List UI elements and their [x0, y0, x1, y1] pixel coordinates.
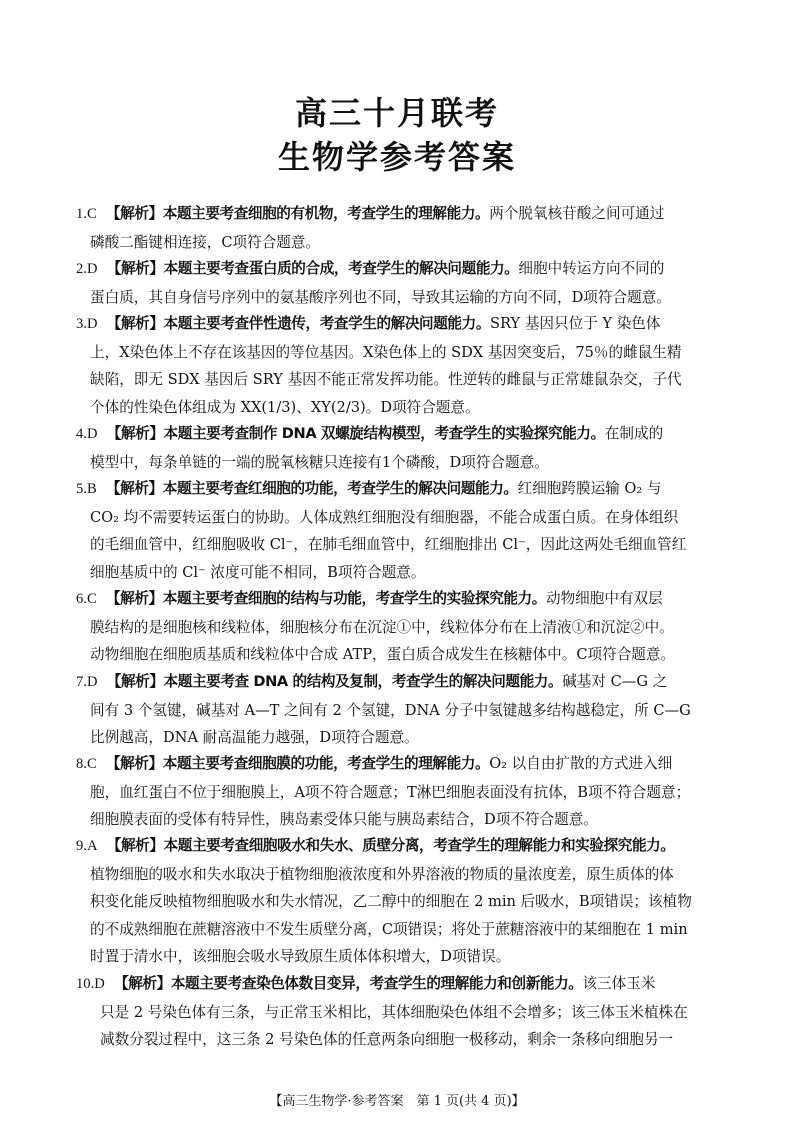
- analysis-text: 在制成的: [604, 425, 664, 442]
- analysis-heading: 【解析】本题主要考查伴性遗传，考查学生的解决问题能力。: [106, 315, 491, 332]
- analysis-text-line: 植物细胞的吸水和失水取决于植物细胞液浓度和外界溶液的物质的量浓度差，原生质体的体: [90, 865, 674, 883]
- analysis-text-line: 个体的性染色体组成为 XX(1/3)、XY(2/3)。D项符合题意。: [90, 398, 480, 416]
- analysis-text: O₂ 以自由扩散的方式进入细: [489, 755, 673, 772]
- analysis-text-line: 减数分裂过程中，这三条 2 号染色体的任意两条向细胞一极移动，剩余一条移向细胞另一: [100, 1031, 674, 1048]
- question-number: 9.: [76, 838, 87, 854]
- question-number: 7.: [76, 674, 87, 690]
- answer-first-line: [76, 310, 720, 339]
- answer-first-line: [76, 200, 720, 229]
- analysis-text-line: 动物细胞在细胞质基质和线粒体中合成 ATP，蛋白质合成发生在核糖体中。C项符合题意。: [90, 646, 676, 663]
- analysis-heading: 【解析】本题主要考查细胞吸水和失水、质壁分离，考查学生的理解能力和实验探究能力。: [106, 837, 675, 854]
- analysis-text-line: 细胞基质中的 Cl⁻ 浓度可能不相同，B项符合题意。: [90, 563, 426, 581]
- analysis-text: 该三体玉米: [582, 975, 656, 992]
- analysis-heading: 【解析】本题主要考查 DNA 的结构及复制，考查学生的解决问题能力。: [106, 673, 563, 690]
- answer-letter: D: [94, 976, 105, 992]
- analysis-text-line: 时置于清水中，该细胞会吸水导致原生质体体积增大，D项错误。: [90, 948, 511, 965]
- answer-first-line: [76, 668, 720, 697]
- question-number: 4.: [76, 426, 87, 442]
- question-number: 2.: [76, 261, 87, 277]
- answer-first-line: [76, 475, 720, 504]
- analysis-text: 动物细胞中有双层: [545, 590, 663, 607]
- question-number: 10.: [76, 976, 95, 992]
- analysis-heading: 【解析】本题主要考查红细胞的功能，考查学生的解决问题能力。: [105, 480, 518, 497]
- answer-item: [76, 200, 720, 256]
- analysis-text-line: 比例越高，DNA 耐高温能力越强，D项符合题意。: [90, 729, 419, 746]
- analysis-text-line: 蛋白质，其自身信号序列中的氨基酸序列也不同，导致其运输的方向不同，D项符合题意。: [90, 288, 671, 306]
- answer-letter: D: [86, 316, 98, 332]
- answer-item: [76, 750, 720, 834]
- answer-letter: B: [86, 481, 97, 497]
- answer-item: [76, 310, 720, 421]
- analysis-text-line: 磷酸二酯键相连接，C项符合题意。: [90, 233, 321, 251]
- answer-first-line: [76, 255, 720, 284]
- answer-first-line: [76, 420, 720, 449]
- answer-item: [76, 585, 720, 669]
- answer-letter: D: [86, 261, 98, 277]
- answer-letter: D: [86, 426, 98, 442]
- answer-first-line: [76, 585, 720, 614]
- answer-letter: D: [86, 674, 98, 690]
- analysis-text-line: 膜结构的是细胞核和线粒体，细胞核分布在沉淀①中，线粒体分布在上清液①和沉淀②中。: [90, 618, 674, 636]
- analysis-text: SRY 基因只位于 Y 染色体: [490, 315, 661, 332]
- analysis-text: 红细胞跨膜运输 O₂ 与: [517, 480, 662, 497]
- question-number: 8.: [76, 756, 87, 772]
- answer-item: [76, 668, 720, 752]
- analysis-text-line: 缺陷，即无 SDX 基因后 SRY 基因不能正常发挥功能。性逆转的雌鼠与正常雄鼠杂交，子代: [90, 371, 682, 388]
- answer-item: [76, 832, 720, 971]
- analysis-heading: 【解析】本题主要考查细胞的有机物，考查学生的理解能力。: [105, 205, 490, 222]
- analysis-text: 两个脱氧核苷酸之间可通过: [489, 205, 665, 222]
- analysis-text-line: 细胞膜表面的受体有特异性，胰岛素受体只能与胰岛素结合，D项不符合题意。: [90, 811, 598, 828]
- answer-item: [76, 970, 720, 1054]
- question-number: 6.: [76, 591, 87, 607]
- answer-letter: C: [86, 591, 97, 607]
- analysis-heading: 【解析】本题主要考查蛋白质的合成，考查学生的解决问题能力。: [106, 260, 519, 277]
- document-title-line1: 高三十月联考: [294, 94, 499, 132]
- analysis-heading: 【解析】本题主要考查制作 DNA 双螺旋结构模型，考查学生的实验探究能力。: [106, 425, 605, 442]
- analysis-text-line: 的不成熟细胞在蔗糖溶液中不发生质壁分离，C项错误；将处于蔗糖溶液中的某细胞在 1 min: [90, 920, 688, 938]
- answer-letter: C: [86, 756, 97, 772]
- question-number: 3.: [76, 316, 87, 332]
- analysis-text-line: 上，X染色体上不存在该基因的等位基因。X染色体上的 SDX 基因突变后，75％的雌鼠生精: [90, 343, 682, 361]
- answer-item: [76, 475, 720, 586]
- analysis-text: 细胞中转运方向不同的: [518, 260, 665, 277]
- analysis-text-line: 的毛细血管中，红细胞吸收 Cl⁻，在肺毛细血管中，红细胞排出 Cl⁻，因此这两处毛细血管红: [90, 536, 687, 553]
- document-title-line2: 生物学参考答案: [277, 138, 516, 176]
- answer-first-line: [76, 750, 720, 779]
- analysis-text: 碱基对 C—G 之: [562, 673, 668, 690]
- analysis-text-line: 积变化能反映植物细胞吸水和失水情况，乙二醇中的细胞在 2 min 后吸水，B项错误；该植物: [90, 893, 692, 910]
- analysis-heading: 【解析】本题主要考查细胞膜的功能，考查学生的理解能力。: [105, 755, 490, 772]
- analysis-heading: 【解析】本题主要考查细胞的结构与功能，考查学生的实验探究能力。: [105, 590, 546, 607]
- question-number: 5.: [76, 481, 87, 497]
- answer-first-line: [76, 970, 720, 999]
- answer-letter: C: [86, 206, 97, 222]
- analysis-text-line: 模型中，每条单链的一端的脱氧核糖只连接有1个磷酸，D项符合题意。: [90, 453, 549, 471]
- answer-item: [76, 420, 720, 476]
- analysis-text-line: 胞，血红蛋白不位于细胞膜上，A项不符合题意；T淋巴细胞表面没有抗体，B项不符合题意；: [90, 783, 691, 801]
- answer-letter: A: [86, 838, 98, 854]
- analysis-text-line: 间有 3 个氢键，碱基对 A—T 之间有 2 个氢键，DNA 分子中氢键越多结构越稳定，所 C—G: [90, 701, 691, 719]
- page-footer: 【高三生物学·参考答案 第 1 页(共 4 页)】: [269, 1094, 525, 1109]
- analysis-text-line: CO₂ 均不需要转运蛋白的协助。人体成熟红细胞没有细胞器，不能合成蛋白质。在身体组织: [90, 508, 679, 526]
- question-number: 1.: [76, 206, 87, 222]
- answer-item: [76, 255, 720, 311]
- answer-first-line: [76, 832, 720, 861]
- analysis-text-line: 只是 2 号染色体有三条，与正常玉米相比，其体细胞染色体组不会增多；该三体玉米植株在: [100, 1003, 688, 1021]
- analysis-heading: 【解析】本题主要考查染色体数目变异，考查学生的理解能力和创新能力。: [114, 975, 583, 992]
